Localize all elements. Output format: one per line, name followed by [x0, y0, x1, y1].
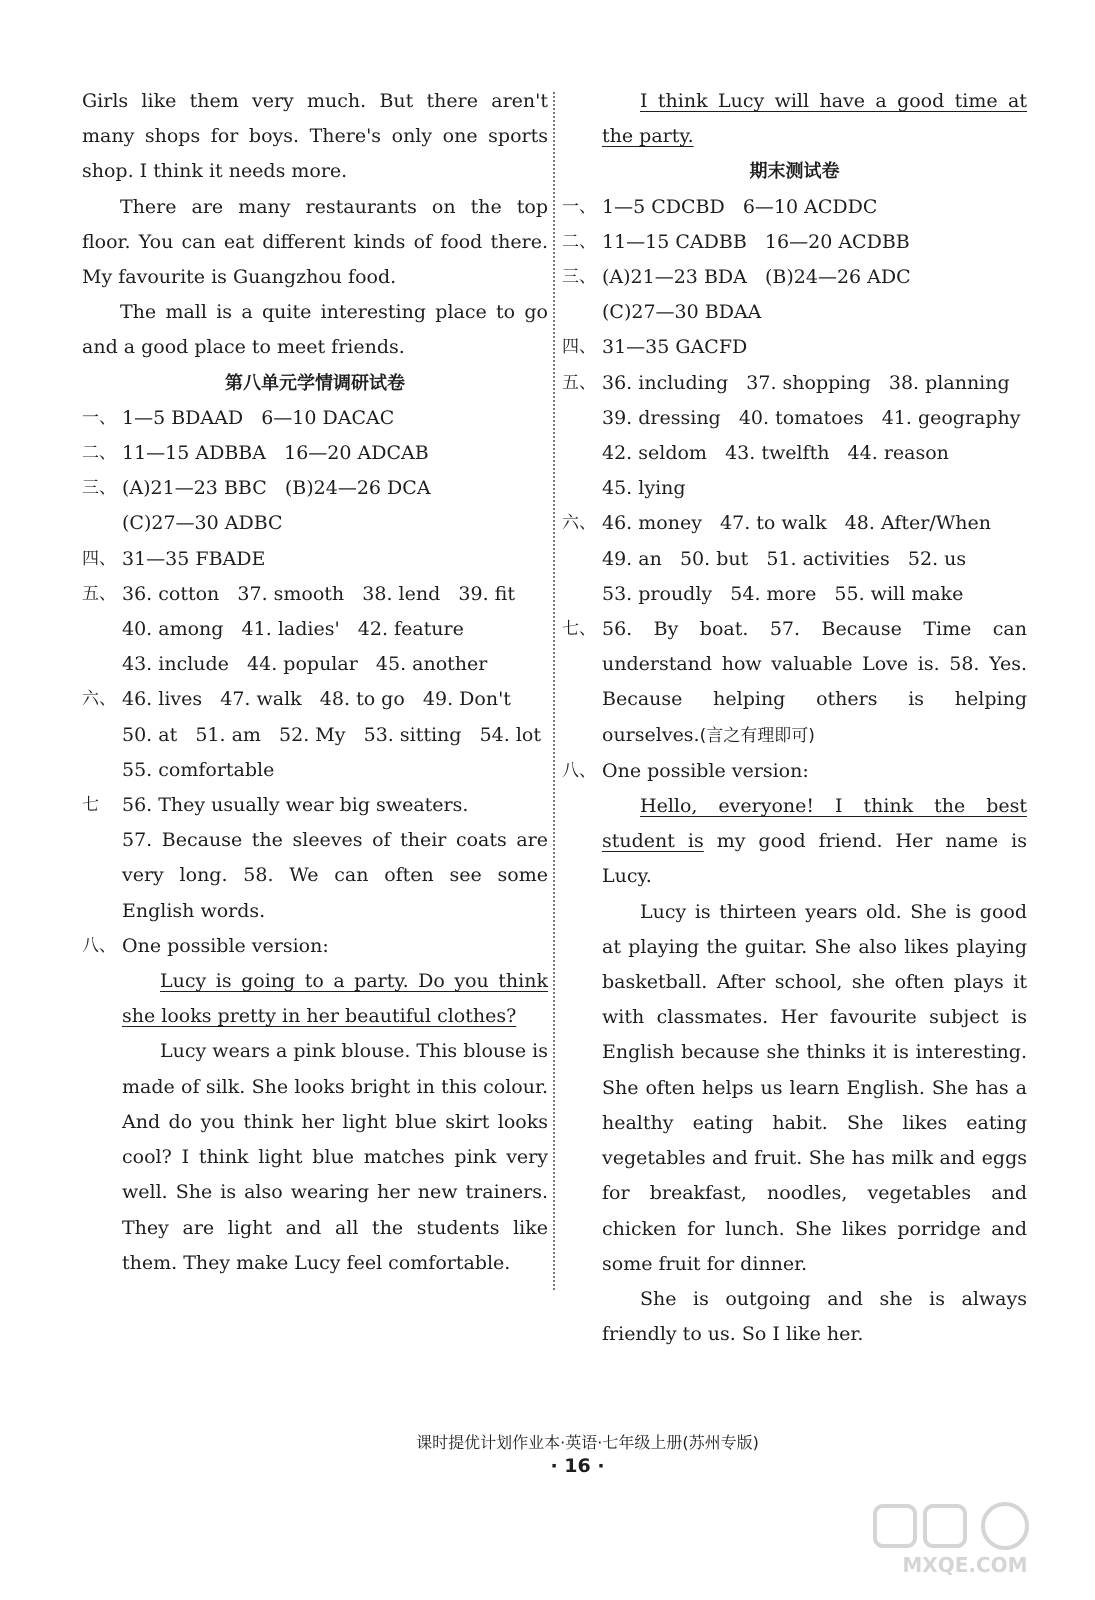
- column-divider: [553, 92, 555, 1290]
- answer-row: [562, 754, 1027, 789]
- answer-text: One possible version:: [122, 934, 329, 957]
- item-marker: 一、: [82, 407, 116, 428]
- answer-text: 55. comfortable: [122, 758, 275, 781]
- answer-row: [82, 788, 548, 823]
- answer-text: (C)27—30 BDAA: [602, 301, 762, 324]
- passage-paragraph: Girls like them very much. But there aren't many shops for boys. There's only one sports shop. I think it needs more.: [82, 90, 548, 183]
- item-marker: 七、: [562, 619, 596, 640]
- item-marker: 五、: [562, 372, 596, 393]
- essay-opening-sentence: Lucy is going to a party. Do you think she looks pretty in her beautiful clothes?: [122, 970, 548, 1028]
- passage-paragraph: There are many restaurants on the top floor. You can eat different kinds of food there. My favourite is Guangzhou food.: [82, 195, 548, 289]
- item-marker: 六、: [82, 689, 116, 710]
- answer-row: [82, 682, 548, 717]
- item-marker: 五、: [82, 583, 116, 604]
- answer-text: 57. Because the sleeves of their coats are very long. 58. We can often see some English words.: [122, 829, 548, 922]
- essay-paragraph: Lucy is thirteen years old. She is good at playing the guitar. She also likes playing basketball. After school, she often plays it with classmates. Her favourite subject is English because she thinks it is interesting. She often helps us learn English. She has a healthy eating habit. She likes eating vegetables and fruit. She has milk and eggs for breakfast, noodles, vegetables and chicken for lunch. She likes porridge and some fruit for dinner.: [602, 900, 1027, 1275]
- answer-row: [82, 401, 548, 436]
- item-marker: 八、: [82, 935, 116, 956]
- watermark-text: MXQE.COM: [902, 1553, 1028, 1577]
- left-column: [82, 84, 548, 1281]
- answer-text-main: 56. By boat. 57. Because Time can understand how valuable Love is. 58. Yes. Because helping others is helping ourselves.: [602, 618, 1027, 746]
- answer-text: 36. including 37. shopping 38. planning: [602, 371, 1010, 394]
- answer-text: 42. seldom 43. twelfth 44. reason: [602, 442, 949, 465]
- answer-row: [82, 471, 548, 506]
- item-marker: 二、: [562, 231, 596, 252]
- item-marker: 七: [82, 795, 99, 816]
- answer-text: One possible version:: [602, 759, 809, 782]
- answer-text: [602, 612, 1027, 754]
- answer-text: 43. include 44. popular 45. another: [122, 653, 488, 676]
- answer-text: (A)21—23 BDA (B)24—26 ADC: [602, 266, 911, 289]
- item-marker: 八、: [562, 760, 596, 781]
- answer-text: (A)21—23 BBC (B)24—26 DCA: [122, 477, 431, 500]
- item-marker: 三、: [562, 267, 596, 288]
- answer-text: 36. cotton 37. smooth 38. lend 39. fit: [122, 582, 515, 605]
- essay-paragraph: She is outgoing and she is always friendly to us. So I like her.: [602, 1287, 1027, 1346]
- answer-text: 50. at 51. am 52. My 53. sitting 54. lot: [122, 723, 541, 746]
- answer-text: 53. proudly 54. more 55. will make: [602, 582, 964, 605]
- item-marker: 四、: [562, 337, 596, 358]
- answer-stamp-icon: [865, 1500, 1065, 1580]
- essay-opening-sentence: Hello, everyone! I think the best student is: [602, 795, 1027, 853]
- answer-row: [82, 929, 548, 964]
- answer-text: 1—5 CDCBD 6—10 ACDDC: [602, 195, 878, 218]
- answer-text: 46. money 47. to walk 48. After/When: [602, 512, 991, 535]
- answer-row: [82, 436, 548, 471]
- answer-text: 49. an 50. but 51. activities 52. us: [602, 547, 967, 570]
- item-marker: 六、: [562, 513, 596, 534]
- answer-row: [562, 260, 1027, 295]
- section-heading: 期末测试卷: [749, 161, 840, 183]
- answer-text: 40. among 41. ladies' 42. feature: [122, 618, 464, 641]
- answer-text: 45. lying: [602, 477, 686, 500]
- sample-essay: [562, 789, 1027, 1352]
- answer-row: [562, 190, 1027, 225]
- answer-text: 56. They usually wear big sweaters.: [122, 794, 469, 817]
- essay-paragraph: Lucy wears a pink blouse. This blouse is made of silk. She looks bright in this colour. And do you think her light blue skirt looks cool? I think light blue matches pink very well. She is also wearing her new trainers. They are light and all the students like them. They make Lucy feel comfortable.: [122, 1040, 548, 1274]
- answer-row: [562, 330, 1027, 365]
- answer-text: 39. dressing 40. tomatoes 41. geography: [602, 406, 1021, 429]
- page-footer: [0, 1430, 1095, 1477]
- page-number: · 16 ·: [550, 1455, 605, 1477]
- answer-row: [562, 506, 1027, 541]
- answer-row: [562, 612, 1027, 754]
- answer-text: (C)27—30 ADBC: [122, 512, 283, 535]
- item-marker: 二、: [82, 443, 116, 464]
- grading-note: (言之有理即可): [699, 725, 815, 746]
- answer-text: 31—35 FBADE: [122, 547, 266, 570]
- answer-text: 46. lives 47. walk 48. to go 49. Don't: [122, 688, 511, 711]
- answer-text: 31—35 GACFD: [602, 336, 748, 359]
- essay-closing-sentence: I think Lucy will have a good time at the party.: [602, 90, 1027, 148]
- item-marker: 一、: [562, 196, 596, 217]
- answer-row: [82, 542, 548, 577]
- answer-row: [562, 366, 1027, 401]
- answer-row: [562, 225, 1027, 260]
- answer-text: 11—15 ADBBA 16—20 ADCAB: [122, 442, 429, 465]
- item-marker: 四、: [82, 548, 116, 569]
- passage-paragraph: The mall is a quite interesting place to go and a good place to meet friends.: [82, 301, 548, 359]
- item-marker: 三、: [82, 478, 116, 499]
- answer-text: 1—5 BDAAD 6—10 DACAC: [122, 406, 395, 429]
- answer-row: [82, 577, 548, 612]
- book-title: 课时提优计划作业本·英语·七年级上册(苏州专版): [416, 1433, 759, 1452]
- answer-text: 11—15 CADBB 16—20 ACDBB: [602, 230, 910, 253]
- right-column: [562, 84, 1027, 1352]
- section-heading: 第八单元学情调研试卷: [225, 372, 405, 394]
- sample-essay: [82, 964, 548, 1281]
- essay-opening-rest: my good friend. Her name is Lucy.: [602, 830, 1027, 888]
- sample-essay-ending: [562, 84, 1027, 154]
